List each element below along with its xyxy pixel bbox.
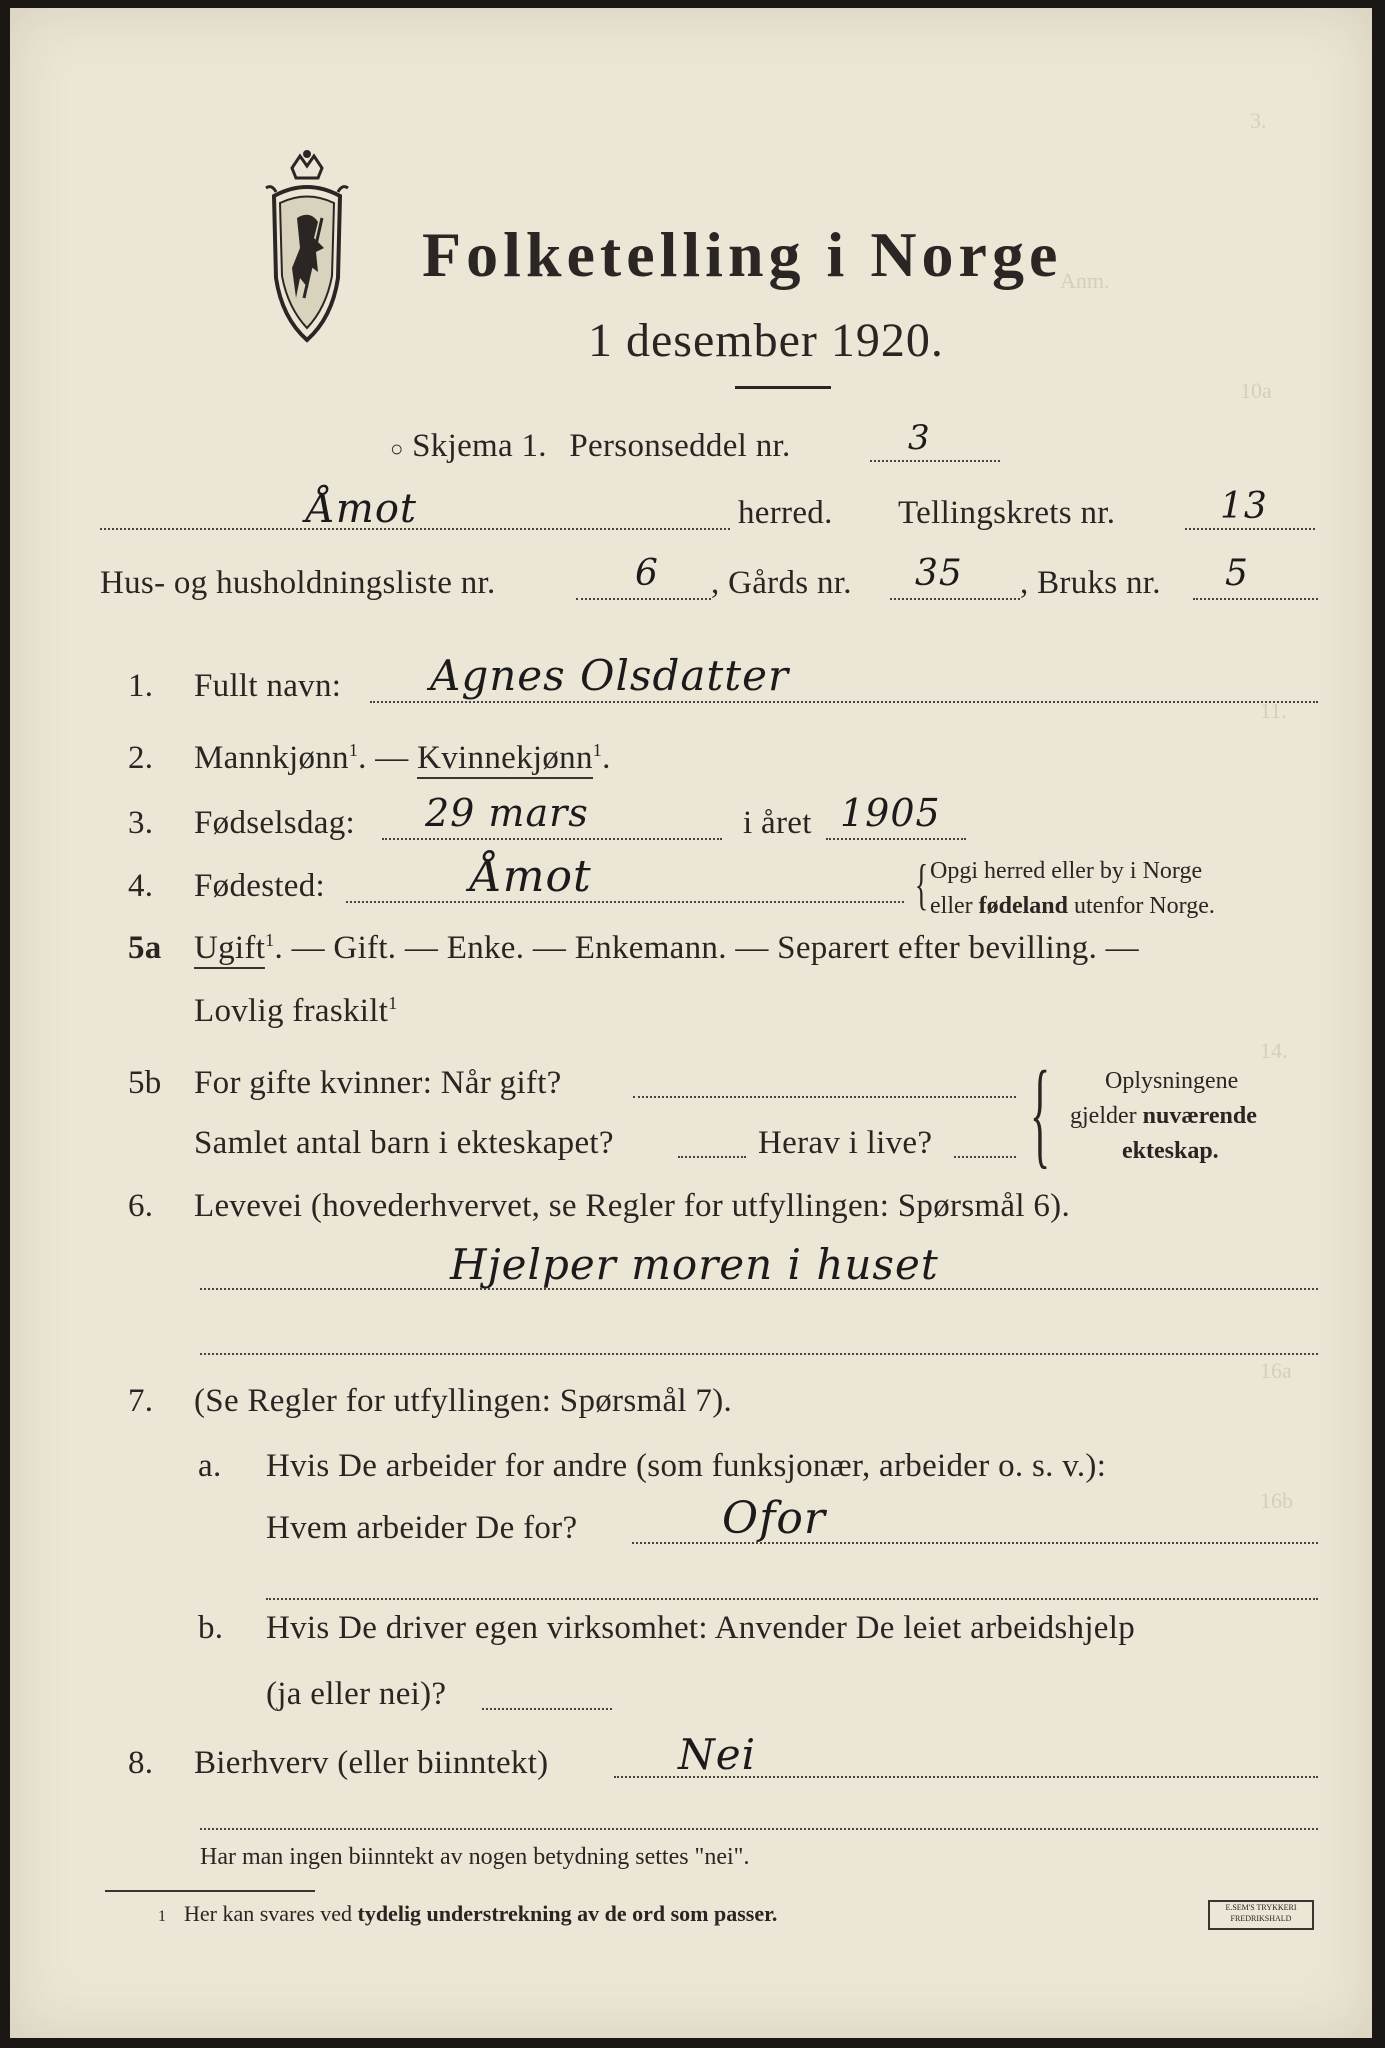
q3-label: Fødselsdag: [194, 805, 355, 841]
q1-value: Agnes Olsdatter [430, 651, 790, 700]
bullet-icon: ○ [390, 436, 404, 461]
skjema-line [390, 428, 791, 465]
q3-number: 3. [128, 805, 154, 841]
hus-line [576, 598, 711, 600]
bruks-line [1193, 598, 1318, 600]
q4-value: Åmot [470, 851, 592, 902]
q7b-letter: b. [198, 1610, 224, 1646]
q5b-note-line2: gjelder nuværende [1070, 1103, 1257, 1129]
option-lovlig-fraskilt: Lovlig fraskilt [194, 993, 389, 1029]
q3-year-label: i året [743, 805, 812, 841]
q5a-line2 [194, 993, 398, 1030]
q5b-label-b: Samlet antal barn i ekteskapet? [194, 1125, 614, 1161]
q3-year-value: 1905 [840, 791, 941, 835]
page-title: Folketelling i Norge [422, 219, 1063, 290]
q8-label: Bierhverv (eller biinntekt) [194, 1745, 549, 1781]
q4-number: 4. [128, 868, 154, 904]
q3-value: 29 mars [425, 791, 589, 835]
q7b-label2: (ja eller nei)? [266, 1676, 447, 1712]
q2-number: 2. [128, 740, 154, 776]
q7-number: 7. [128, 1383, 154, 1419]
personseddel-label: Personseddel nr. [569, 428, 791, 464]
q2-options [194, 740, 611, 777]
footnote: 1 Her kan svares ved tydelig understrekning av de ord som passer. [158, 1901, 778, 1926]
gards-label: , Gårds nr. [711, 565, 852, 601]
printer-stamp: E.SEM'S TRYKKERI FREDRIKSHALD [1208, 1900, 1314, 1930]
option-kvinnekjonn-underlined: Kvinnekjønn [417, 740, 593, 779]
q3-year-line [826, 838, 966, 840]
footnote-divider [105, 1890, 315, 1892]
hus-value: 6 [635, 553, 659, 594]
nei-note: Har man ingen biinntekt av nogen betydning settes "nei". [200, 1844, 750, 1870]
footnote-mark: 1 [348, 740, 359, 760]
q5a-number: 5a [128, 930, 162, 966]
q5b-label-a: For gifte kvinner: Når gift? [194, 1065, 562, 1101]
q4-label: Fødested: [194, 868, 326, 904]
herred-value: Åmot [306, 486, 417, 532]
norway-coat-of-arms-icon [252, 148, 362, 348]
q5b-bracket: { [1030, 1046, 1051, 1179]
hus-label: Hus- og husholdningsliste nr. [100, 565, 496, 601]
footnote-mark: 1 [388, 993, 398, 1013]
q7b-line [482, 1708, 612, 1710]
q4-line [346, 901, 904, 903]
gards-line [890, 598, 1020, 600]
q7a-letter: a. [198, 1448, 222, 1484]
q8-value: Nei [678, 1730, 757, 1779]
q1-label: Fullt navn: [194, 668, 342, 704]
q5a-options [194, 930, 1139, 967]
q5b-label-c: Herav i live? [758, 1125, 933, 1161]
q5b-line-c [954, 1156, 1016, 1158]
q7a-label2: Hvem arbeider De for? [266, 1510, 578, 1546]
q5b-note-line1: Oplysningene [1105, 1068, 1239, 1094]
bruks-value: 5 [1225, 553, 1249, 594]
personseddel-value: 3 [908, 418, 931, 458]
q1-number: 1. [128, 668, 154, 704]
q5b-line-b [678, 1156, 746, 1158]
q1-line [370, 701, 1318, 703]
q5a-other-options: . — Gift. — Enke. — Enkemann. — Separert efter bevilling. — [274, 930, 1139, 966]
q7a-line-2 [266, 1598, 1318, 1600]
tellingskrets-line [1185, 528, 1315, 530]
gards-value: 35 [915, 553, 963, 594]
herred-label: herred. [738, 495, 833, 531]
personseddel-line [870, 460, 1000, 462]
schema-label: Skjema 1. [412, 428, 547, 464]
q5b-line-a [633, 1096, 1016, 1098]
census-form-sheet: 3. Anm. 10a 11. 14. 16a 16b Folketelling i Norge 1 desember 1920. ○ Skjema 1. Personseddel nr. 3 Åmot herred. Tellingskrets nr. 13 Hus- og husholdningsliste nr. 6 , Gårds nr. 35 , Bruks nr. 5 1. Fullt navn: Agnes Olsdatter 2. Mannkjønn$^1$. — Kvinnekjønn$^1$. 3. Fødselsdag: 29 mars i året 1905 4. Fødested: Åmot { Opgi herred eller by i Norge eller fødeland utenfor Norge. 5a Ugift$^1$. — Gift. — Enke. — Enkemann. — Separert efter bevilling. — Lovlig fraskilt$^1$ 5b For gifte kvinner: Når gift? Samlet antal barn i ekteskapet? Herav i live? { Oplysningene gjelder nuværende ekteskap. 6. Levevei (hovederhvervet, se Regler for utfyllingen: Spørsmål 6). Hjelper moren i huset 7. (Se Regler for utfyllingen: Spørsmål 7). a. Hvis De arbeider for andre (som funksjonær, arbeider o. s. v.): Hvem arbeider De for? Ofor b. Hvis De driver egen virksomhet: Anvender De leiet arbeidshjelp (ja eller nei)? 8. Bierhverv (eller biinntekt) Nei Har man ingen biinntekt av nogen betydning settes "nei". 1 Her kan svares ved tydelig understrekning av de ord som passer. E.SEM'S TRYKKERI FREDRIKSHALD [10, 8, 1372, 2038]
q4-note-line1: Opgi herred eller by i Norge [930, 858, 1203, 884]
option-mannkjonn: Mannkjønn [194, 740, 349, 776]
tellingskrets-value: 13 [1220, 486, 1268, 527]
q7a-value: Ofor [722, 1493, 826, 1544]
q7b-label: Hvis De driver egen virksomhet: Anvender De leiet arbeidshjelp [266, 1610, 1136, 1646]
tellingskrets-label: Tellingskrets nr. [898, 495, 1116, 531]
q6-value: Hjelper moren i huset [450, 1240, 939, 1289]
q6-label: Levevei (hovederhvervet, se Regler for utfyllingen: Spørsmål 6). [194, 1188, 1071, 1224]
q2-end: . [602, 740, 611, 776]
q7-label: (Se Regler for utfyllingen: Spørsmål 7). [194, 1383, 733, 1419]
q4-note-line2: eller fødeland utenfor Norge. [930, 893, 1215, 919]
bruks-label: , Bruks nr. [1020, 565, 1161, 601]
census-date: 1 desember 1920. [588, 314, 944, 367]
footnote-mark: 1 [592, 740, 603, 760]
q8-line-2 [200, 1828, 1318, 1830]
q6-number: 6. [128, 1188, 154, 1224]
q5b-note-line3: ekteskap. [1122, 1138, 1219, 1164]
q6-line-2 [200, 1353, 1318, 1355]
q2-separator: . — [358, 740, 418, 776]
title-divider [735, 386, 831, 389]
q8-number: 8. [128, 1745, 154, 1781]
q5b-number: 5b [128, 1065, 162, 1101]
q3-date-line [382, 838, 722, 840]
footnote-mark: 1 [265, 930, 275, 950]
q4-bracket: { [914, 854, 929, 916]
option-ugift-underlined: Ugift [194, 930, 265, 969]
q7a-label: Hvis De arbeider for andre (som funksjonær, arbeider o. s. v.): [266, 1448, 1107, 1484]
